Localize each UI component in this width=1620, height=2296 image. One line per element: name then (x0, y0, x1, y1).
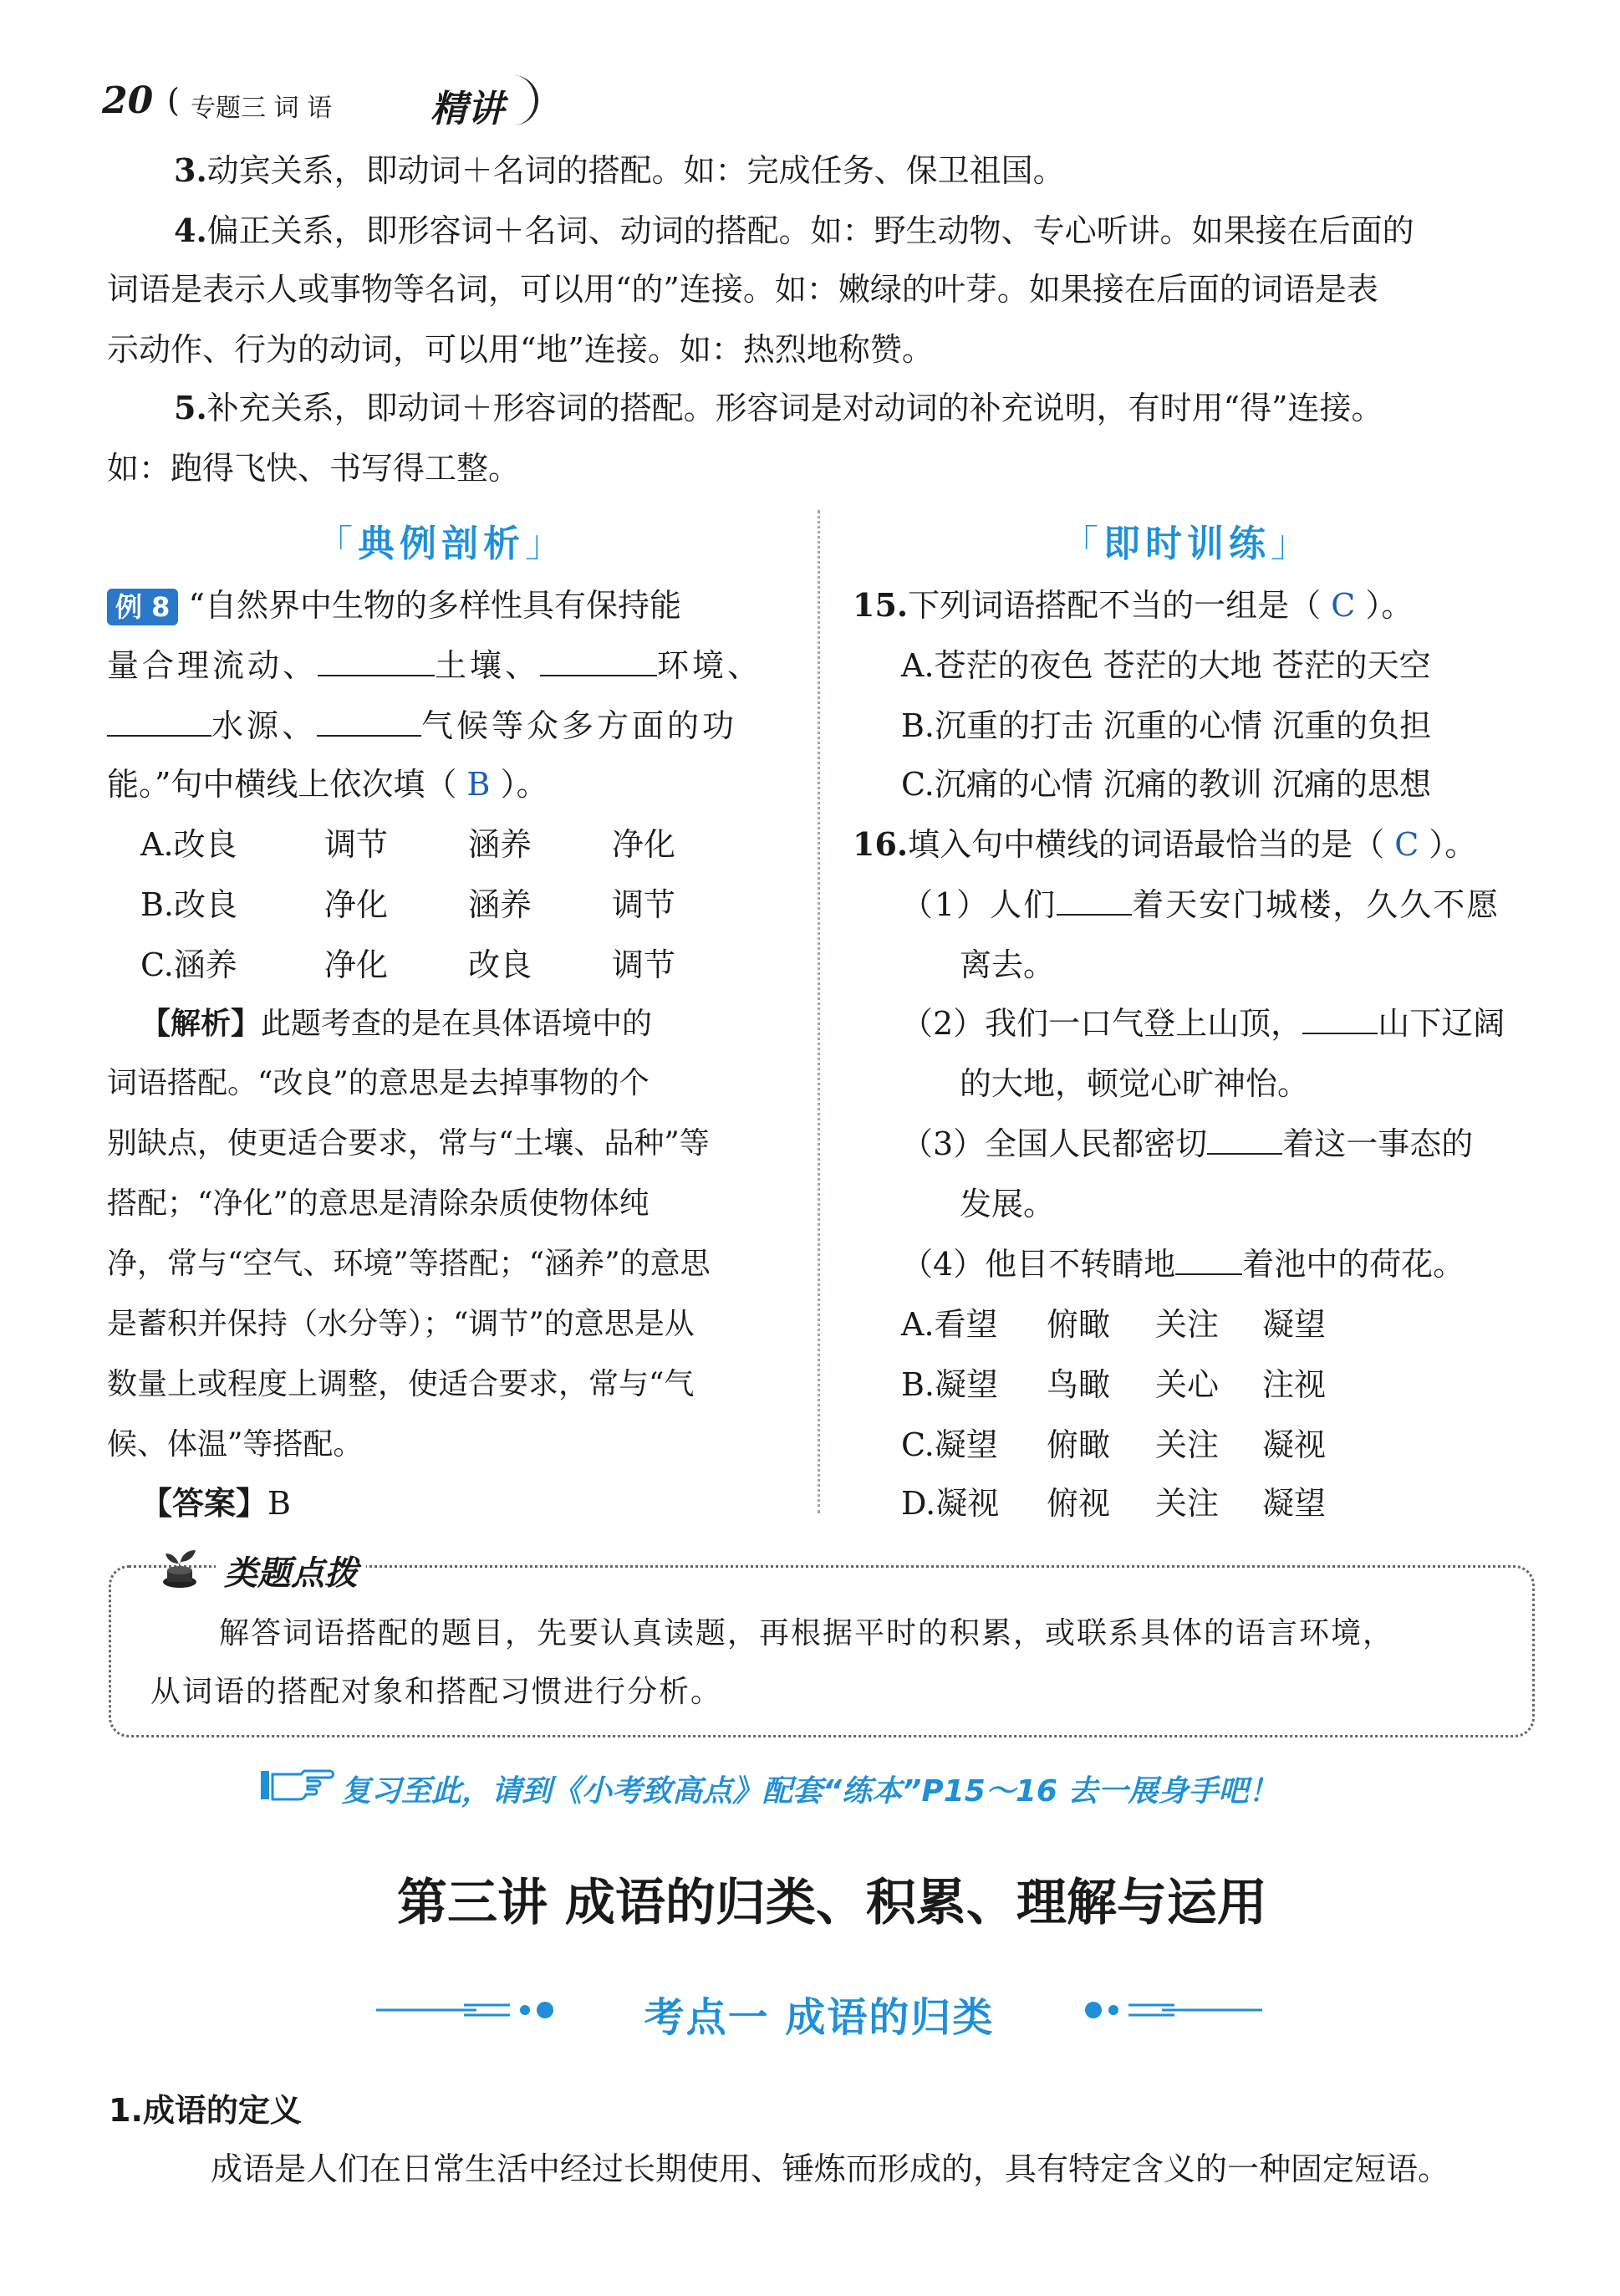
seedling-icon (159, 1545, 201, 1589)
q16-stem: 16.填入句中横线的词语最恰当的是（ C ）。 (853, 825, 1477, 863)
header-brand: 精讲 (430, 88, 504, 130)
review-banner-text: 复习至此，请到《小考致高点》配套“练本”P15～16 去一展身手吧！ (341, 1774, 1279, 1809)
header-arc-decoration (502, 75, 538, 125)
kaodian-text: 考点一 成语的归类 (644, 1994, 995, 2041)
q16-item-2: （2）我们一口气登上山顶， 山下辽阔 (901, 1005, 1505, 1042)
blank (1302, 1004, 1378, 1034)
analysis-line-5: 净，常与“空气、环境”等搭配；“涵养”的意思 (107, 1247, 711, 1281)
intro-line-4: 示动作、行为的动词，可以用“地”连接。如：热烈地称赞。 (107, 331, 934, 368)
lesson-title: 第三讲 成语的归类、积累、理解与运用 (397, 1874, 1267, 1932)
right-section-title: 「即时训练」 (1062, 523, 1312, 565)
blank (107, 707, 211, 737)
analysis-line-8: 候、体温”等搭配。 (107, 1427, 364, 1462)
definition-body: 成语是人们在日常生活中经过长期使用、锤炼而形成的，具有特定含义的一种固定短语。 (211, 2151, 1450, 2187)
example-answer-mark: B (466, 766, 491, 803)
definition-heading: 1.成语的定义 (109, 2092, 302, 2129)
q15-option-c: C.沉痛的心情 沉痛的教训 沉痛的思想 (901, 766, 1431, 803)
q16-item-3: （3）全国人民都密切 着这一事态的 (901, 1125, 1474, 1162)
q16-item-4: （4）他目不转睛地 着池中的荷花。 (901, 1246, 1465, 1283)
column-divider (818, 510, 820, 1513)
blank (1057, 885, 1132, 916)
analysis-line-7: 数量上或程度上调整，使适合要求，常与“气 (107, 1367, 695, 1401)
q15-stem: 15.下列词语搭配不当的一组是（ C ）。 (853, 586, 1414, 624)
intro-line-1: 3.动宾关系，即动词＋名词的搭配。如：完成任务、保卫祖国。 (174, 151, 1065, 189)
answer-line (140, 1482, 291, 1525)
pointing-hand-icon (259, 1764, 336, 1806)
header-topic: 专题三 词 语 (191, 94, 333, 123)
q16-item-1-cont: 离去。 (960, 946, 1056, 983)
page-number: 20 (102, 79, 154, 122)
example-line-4: 能。”句中横线上依次填（ B ）。 (107, 766, 548, 803)
analysis-line-1: 【解析】此题考查的是在具体语境中的 (140, 1006, 653, 1041)
analysis-line-6: 是蓄积并保持（水分等）；“调节”的意思是从 (107, 1307, 695, 1341)
example-badge: 例 8 (107, 589, 178, 625)
blank (318, 646, 435, 676)
answer-value: B (267, 1485, 291, 1522)
q16-item-1: （1）人们 着天安门城楼，久久不愿 (901, 886, 1500, 923)
example-line-1: 例 8 “自然界中生物的多样性具有保持能 (107, 584, 681, 627)
left-section-title: 「典例剖析」 (316, 523, 567, 565)
analysis-line-3: 别缺点，使更适合要求，常与“土壤、品种”等 (107, 1126, 710, 1161)
analysis-label: 【解析】 (140, 1006, 262, 1041)
blank (1207, 1125, 1282, 1155)
q16-item-2-cont: 的大地，顿觉心旷神怡。 (960, 1065, 1310, 1102)
q16-answer-mark: C (1394, 826, 1419, 863)
kaodian-heading (376, 1978, 1262, 2041)
q15-option-b: B.沉重的打击 沉重的心情 沉重的负担 (901, 707, 1432, 744)
intro-line-6: 如：跑得飞快、书写得工整。 (107, 450, 521, 487)
header-paren: ( (167, 82, 180, 119)
blank (1175, 1245, 1242, 1275)
example-line-2: 量合理流动、 土壤、 环境、 (107, 647, 763, 684)
tip-line-1: 解答词语搭配的题目，先要认真读题，再根据平时的积累，或联系具体的语言环境， (219, 1616, 1395, 1651)
example-line-3: 水源、 气候等众多方面的功 (107, 704, 737, 747)
intro-line-3: 词语是表示人或事物等名词，可以用“的”连接。如：嫩绿的叶芽。如果接在后面的词语是表 (107, 271, 1378, 308)
q15-answer-mark: C (1331, 587, 1356, 624)
q16-item-3-cont: 发展。 (960, 1186, 1056, 1222)
intro-line-2: 4.偏正关系，即形容词＋名词、动词的搭配。如：野生动物、专心听讲。如果接在后面的 (174, 212, 1414, 249)
answer-label: 【答案】 (140, 1484, 268, 1522)
blank (540, 646, 657, 676)
q15-option-a: A.苍茫的夜色 苍茫的大地 苍茫的天空 (901, 647, 1431, 684)
intro-line-5: 5.补充关系，即动词＋形容词的搭配。形容词是对动词的补充说明，有时用“得”连接。 (174, 389, 1383, 426)
tip-line-2: 从词语的搭配对象和搭配习惯进行分析。 (150, 1675, 723, 1709)
analysis-line-4: 搭配；“净化”的意思是清除杂质使物体纯 (107, 1186, 650, 1221)
blank (317, 707, 421, 737)
tip-title: 类题点拨 (216, 1547, 366, 1594)
analysis-line-2: 词语搭配。“改良”的意思是去掉事物的个 (107, 1066, 650, 1100)
